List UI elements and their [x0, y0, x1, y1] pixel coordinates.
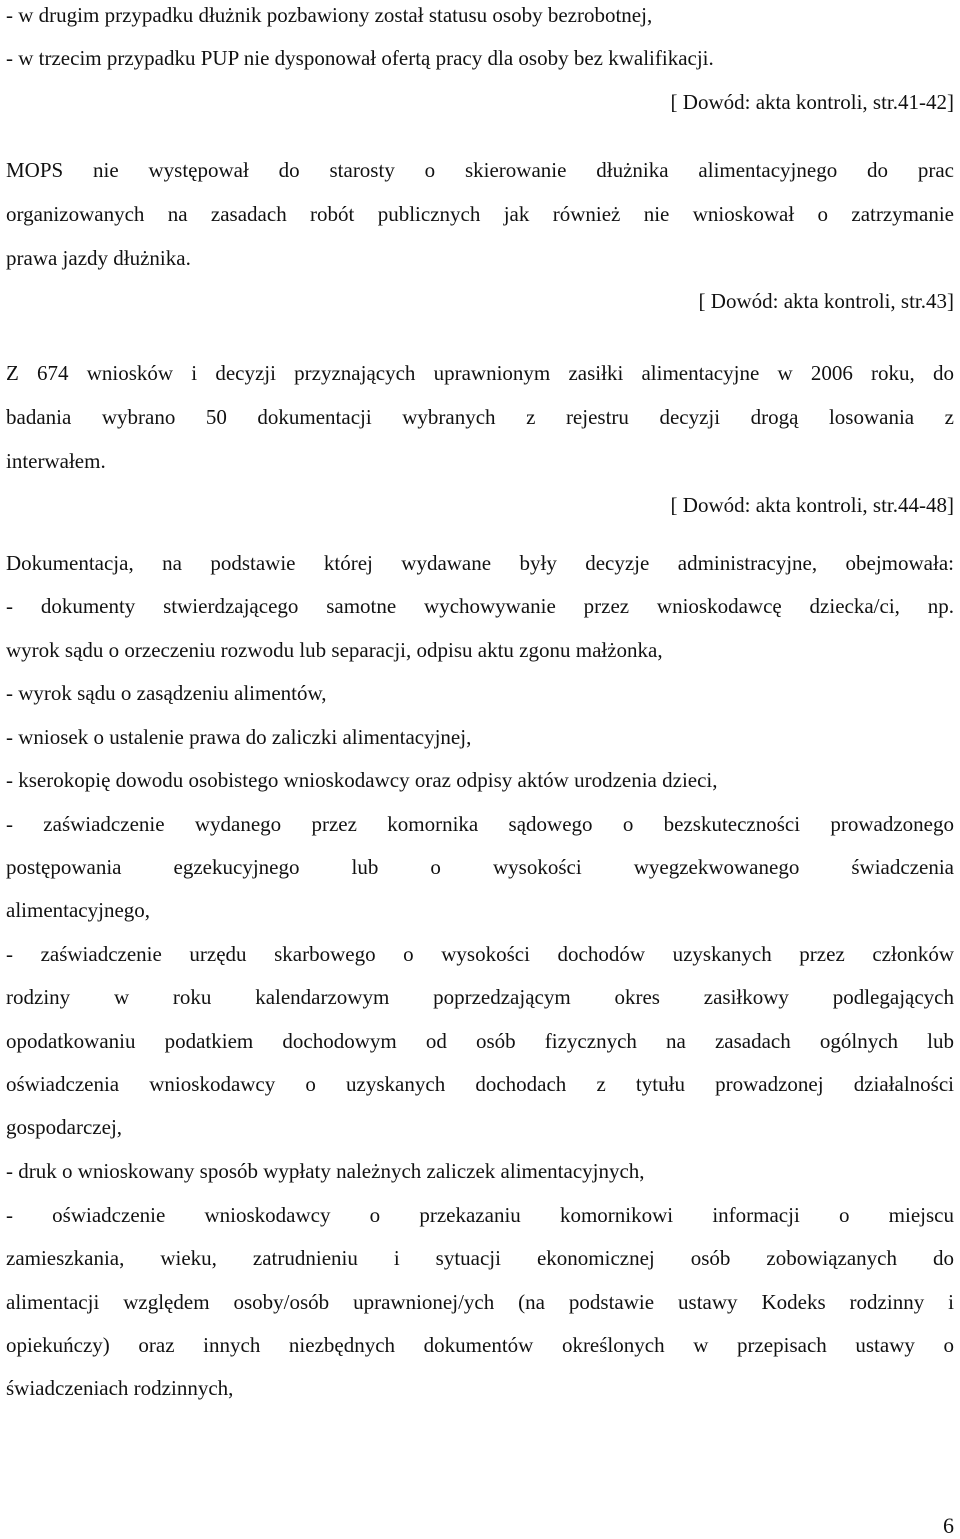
text-line: - wniosek o ustalenie prawa do zaliczki alimentacyjnej,: [6, 725, 472, 749]
text-line: opodatkowaniu podatkiem dochodowym od osób fizycznych na zasadach ogólnych lub: [6, 1029, 954, 1053]
text-line: Z 674 wniosków i decyzji przyznających uprawnionym zasiłki alimentacyjne w 2006 roku, do: [6, 361, 954, 385]
text-line: świadczeniach rodzinnych,: [6, 1376, 234, 1400]
text-line: alimentacyjnego,: [6, 898, 151, 922]
text-line: - w drugim przypadku dłużnik pozbawiony został statusu osoby bezrobotnej,: [6, 3, 653, 27]
text-line: - zaświadczenie urzędu skarbowego o wysokości dochodów uzyskanych przez członków: [6, 942, 954, 966]
text-line: MOPS nie występował do starosty o skierowanie dłużnika alimentacyjnego do prac: [6, 158, 954, 182]
text-line: opiekuńczy) oraz innych niezbędnych dokumentów określonych w przepisach ustawy o: [6, 1333, 954, 1357]
text-line: gospodarczej,: [6, 1115, 123, 1139]
text-line: - zaświadczenie wydanego przez komornika sądowego o bezskuteczności prowadzonego: [6, 812, 954, 836]
text-line: oświadczenia wnioskodawcy o uzyskanych dochodach z tytułu prowadzonej działalności: [6, 1072, 954, 1096]
text-line: - druk o wnioskowany sposób wypłaty należnych zaliczek alimentacyjnych,: [6, 1159, 645, 1183]
text-line: - dokumenty stwierdzającego samotne wychowywanie przez wnioskodawcę dziecka/ci, np.: [6, 594, 954, 618]
text-line: Dokumentacja, na podstawie której wydawane były decyzje administracyjne, obejmowała:: [6, 551, 954, 575]
text-line: organizowanych na zasadach robót publicznych jak również nie wnioskował o zatrzymanie: [6, 202, 954, 226]
text-line: - oświadczenie wnioskodawcy o przekazaniu komornikowi informacji o miejscu: [6, 1203, 954, 1227]
text-line: - kserokopię dowodu osobistego wnioskodawcy oraz odpisy aktów urodzenia dzieci,: [6, 768, 718, 792]
page-number: 6: [943, 1513, 954, 1538]
text-line: alimentacji względem osoby/osób uprawnionej/ych (na podstawie ustawy Kodeks rodzinny i: [6, 1290, 954, 1314]
text-line: - wyrok sądu o zasądzeniu alimentów,: [6, 681, 327, 705]
text-line: wyrok sądu o orzeczeniu rozwodu lub separacji, odpisu aktu zgonu małżonka,: [6, 638, 663, 662]
text-line: prawa jazdy dłużnika.: [6, 246, 191, 270]
evidence-reference: [ Dowód: akta kontroli, str.41-42]: [670, 90, 954, 114]
text-line: postępowania egzekucyjnego lub o wysokości wyegzekwowanego świadczenia: [6, 855, 954, 879]
text-line: - w trzecim przypadku PUP nie dysponował ofertą pracy dla osoby bez kwalifikacji.: [6, 46, 714, 70]
evidence-reference: [ Dowód: akta kontroli, str.44-48]: [670, 493, 954, 517]
text-line: rodziny w roku kalendarzowym poprzedzającym okres zasiłkowy podlegających: [6, 985, 954, 1009]
text-line: zamieszkania, wieku, zatrudnieniu i sytuacji ekonomicznej osób zobowiązanych do: [6, 1246, 954, 1270]
text-line: badania wybrano 50 dokumentacji wybranych z rejestru decyzji drogą losowania z: [6, 405, 954, 429]
evidence-reference: [ Dowód: akta kontroli, str.43]: [698, 289, 954, 313]
text-line: interwałem.: [6, 449, 106, 473]
